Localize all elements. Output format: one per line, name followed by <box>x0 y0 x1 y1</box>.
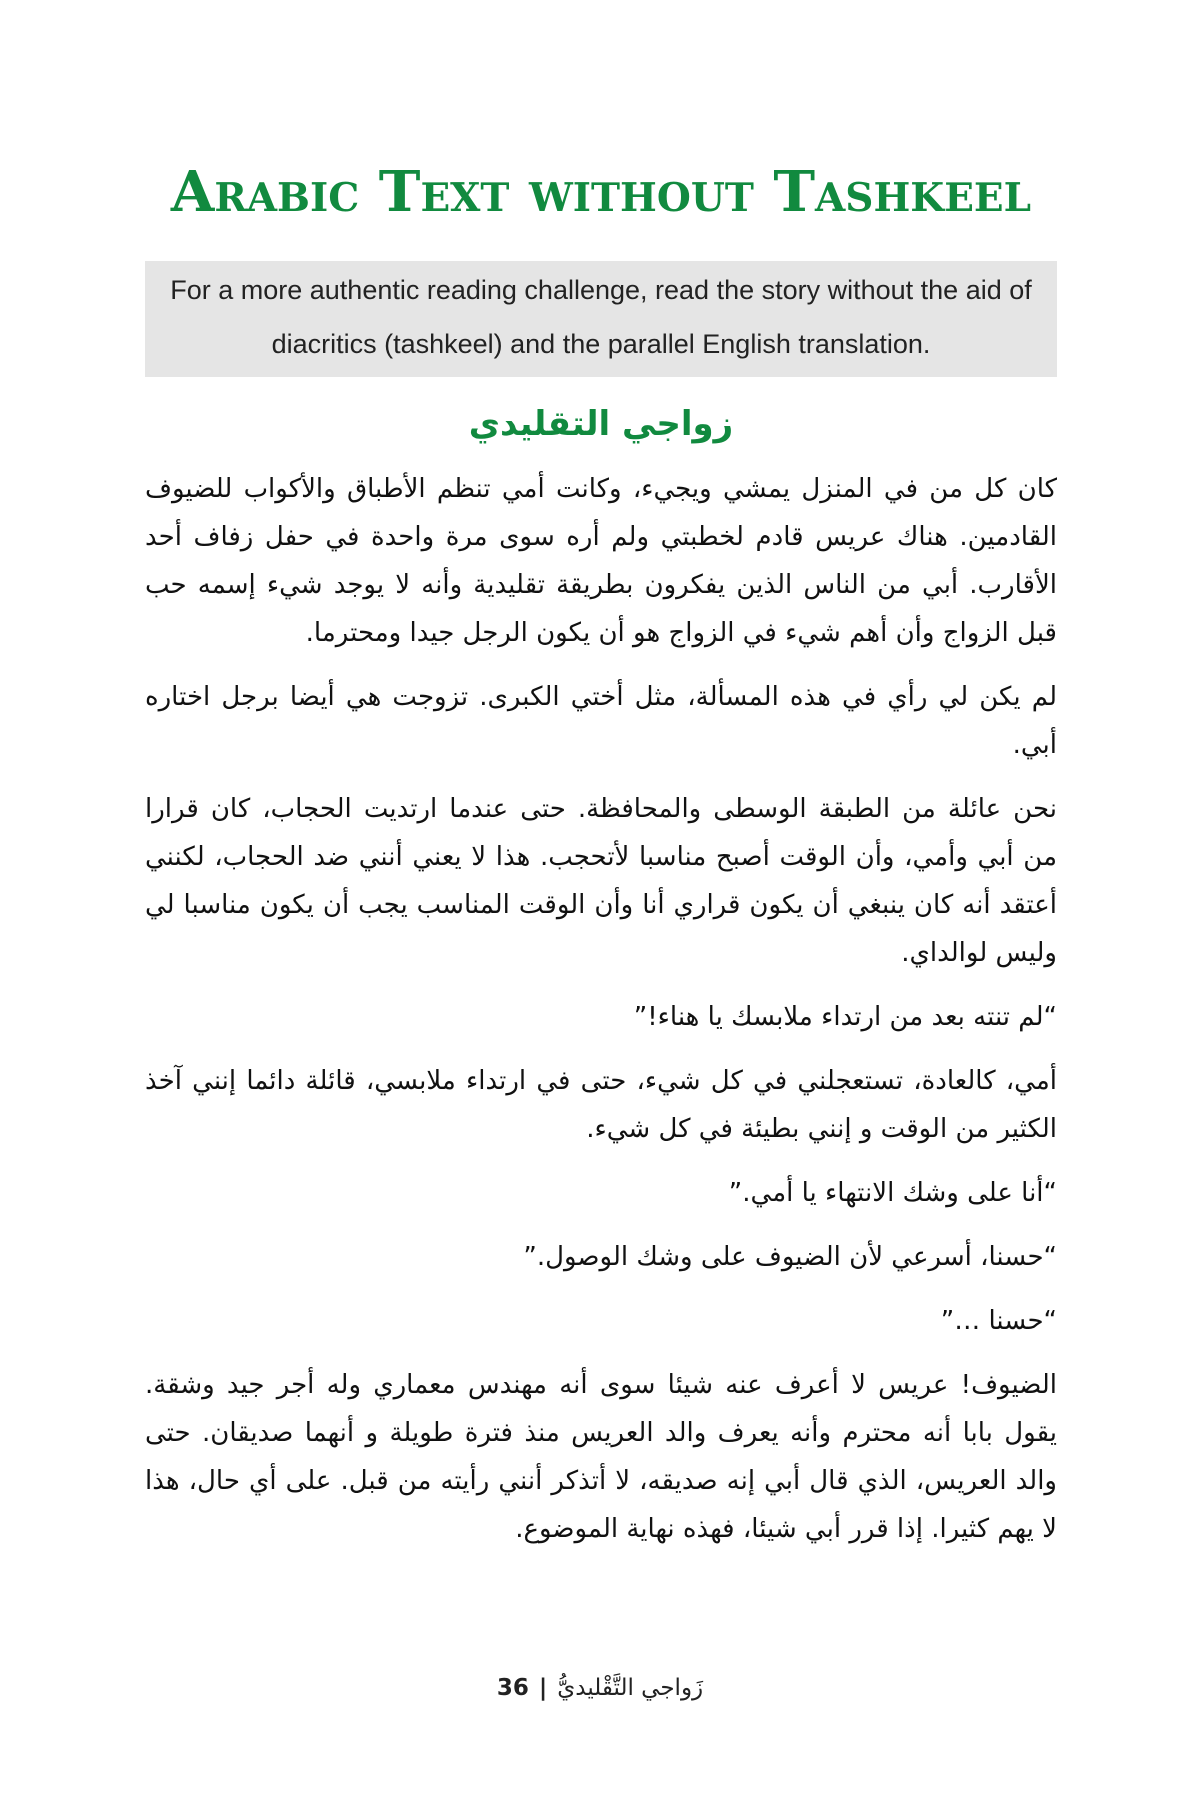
footer-chapter-title: زَواجي التَّقْليديُّ <box>557 1675 704 1701</box>
dialogue-line: “أنا على وشك الانتهاء يا أمي.” <box>728 1178 1057 1208</box>
story-paragraph: لم يكن لي رأي في هذه المسألة، مثل أختي الكبرى. تزوجت هي أيضا برجل اختاره أبي. <box>145 682 1057 760</box>
story-title: زواجي التقليدي <box>468 404 734 444</box>
dialogue-line: “حسنا …” <box>940 1306 1057 1336</box>
page-content <box>145 150 1057 1569</box>
footer-separator: | <box>538 1675 548 1701</box>
story-paragraph: أمي، كالعادة، تستعجلني في كل شيء، حتى في ارتداء ملابسي، قائلة دائما إنني آخذ الكثير من الوقت و إنني بطيئة في كل شيء. <box>145 1066 1057 1144</box>
story-paragraph: الضيوف! عريس لا أعرف عنه شيئا سوى أنه مهندس معماري وله أجر جيد وشقة. يقول بابا أنه محترم وأنه يعرف والد العريس منذ فترة طويلة و أنهما صديقان. حتى والد العريس، الذي قال أبي إنه صديقه، لا أتذكر أنني رأيته من قبل. على أي حال، هذا لا يهم كثيرا. إذا قرر أبي شيئا، فهذه نهاية الموضوع. <box>145 1370 1057 1544</box>
page-title: Arabic Text without Tashkeel <box>170 159 1032 225</box>
intro-box: For a more authentic reading challenge, read the story without the aid of diacritics (tashkeel) and the parallel English translation. <box>145 261 1057 377</box>
dialogue-line: “حسنا، أسرعي لأن الضيوف على وشك الوصول.” <box>523 1242 1057 1272</box>
dialogue-line: “لم تنته بعد من ارتداء ملابسك يا هناء!” <box>633 1002 1057 1032</box>
page-footer <box>0 1668 1200 1708</box>
story-paragraph: كان كل من في المنزل يمشي ويجيء، وكانت أمي تنظم الأطباق والأكواب للضيوف القادمين. هناك عريس قادم لخطبتي ولم أره سوى مرة واحدة في حفل زفاف أحد الأقارب. أبي من الناس الذين يفكرون بطريقة تقليدية وأنه لا يوجد شيء إسمه حب قبل الزواج وأن أهم شيء في الزواج هو أن يكون الرجل جيدا ومحترما. <box>145 474 1057 648</box>
story-text <box>145 465 1057 1553</box>
page-number: 36 <box>496 1675 529 1701</box>
story-paragraph: نحن عائلة من الطبقة الوسطى والمحافظة. حتى عندما ارتديت الحجاب، كان قرارا من أبي وأمي، وأن الوقت أصبح مناسبا لأتحجب. هذا لا يعني أنني ضد الحجاب، لكنني أعتقد أنه كان ينبغي أن يكون قراري أنا وأن الوقت المناسب يجب أن يكون مناسبا لي وليس لوالداي. <box>145 794 1057 968</box>
